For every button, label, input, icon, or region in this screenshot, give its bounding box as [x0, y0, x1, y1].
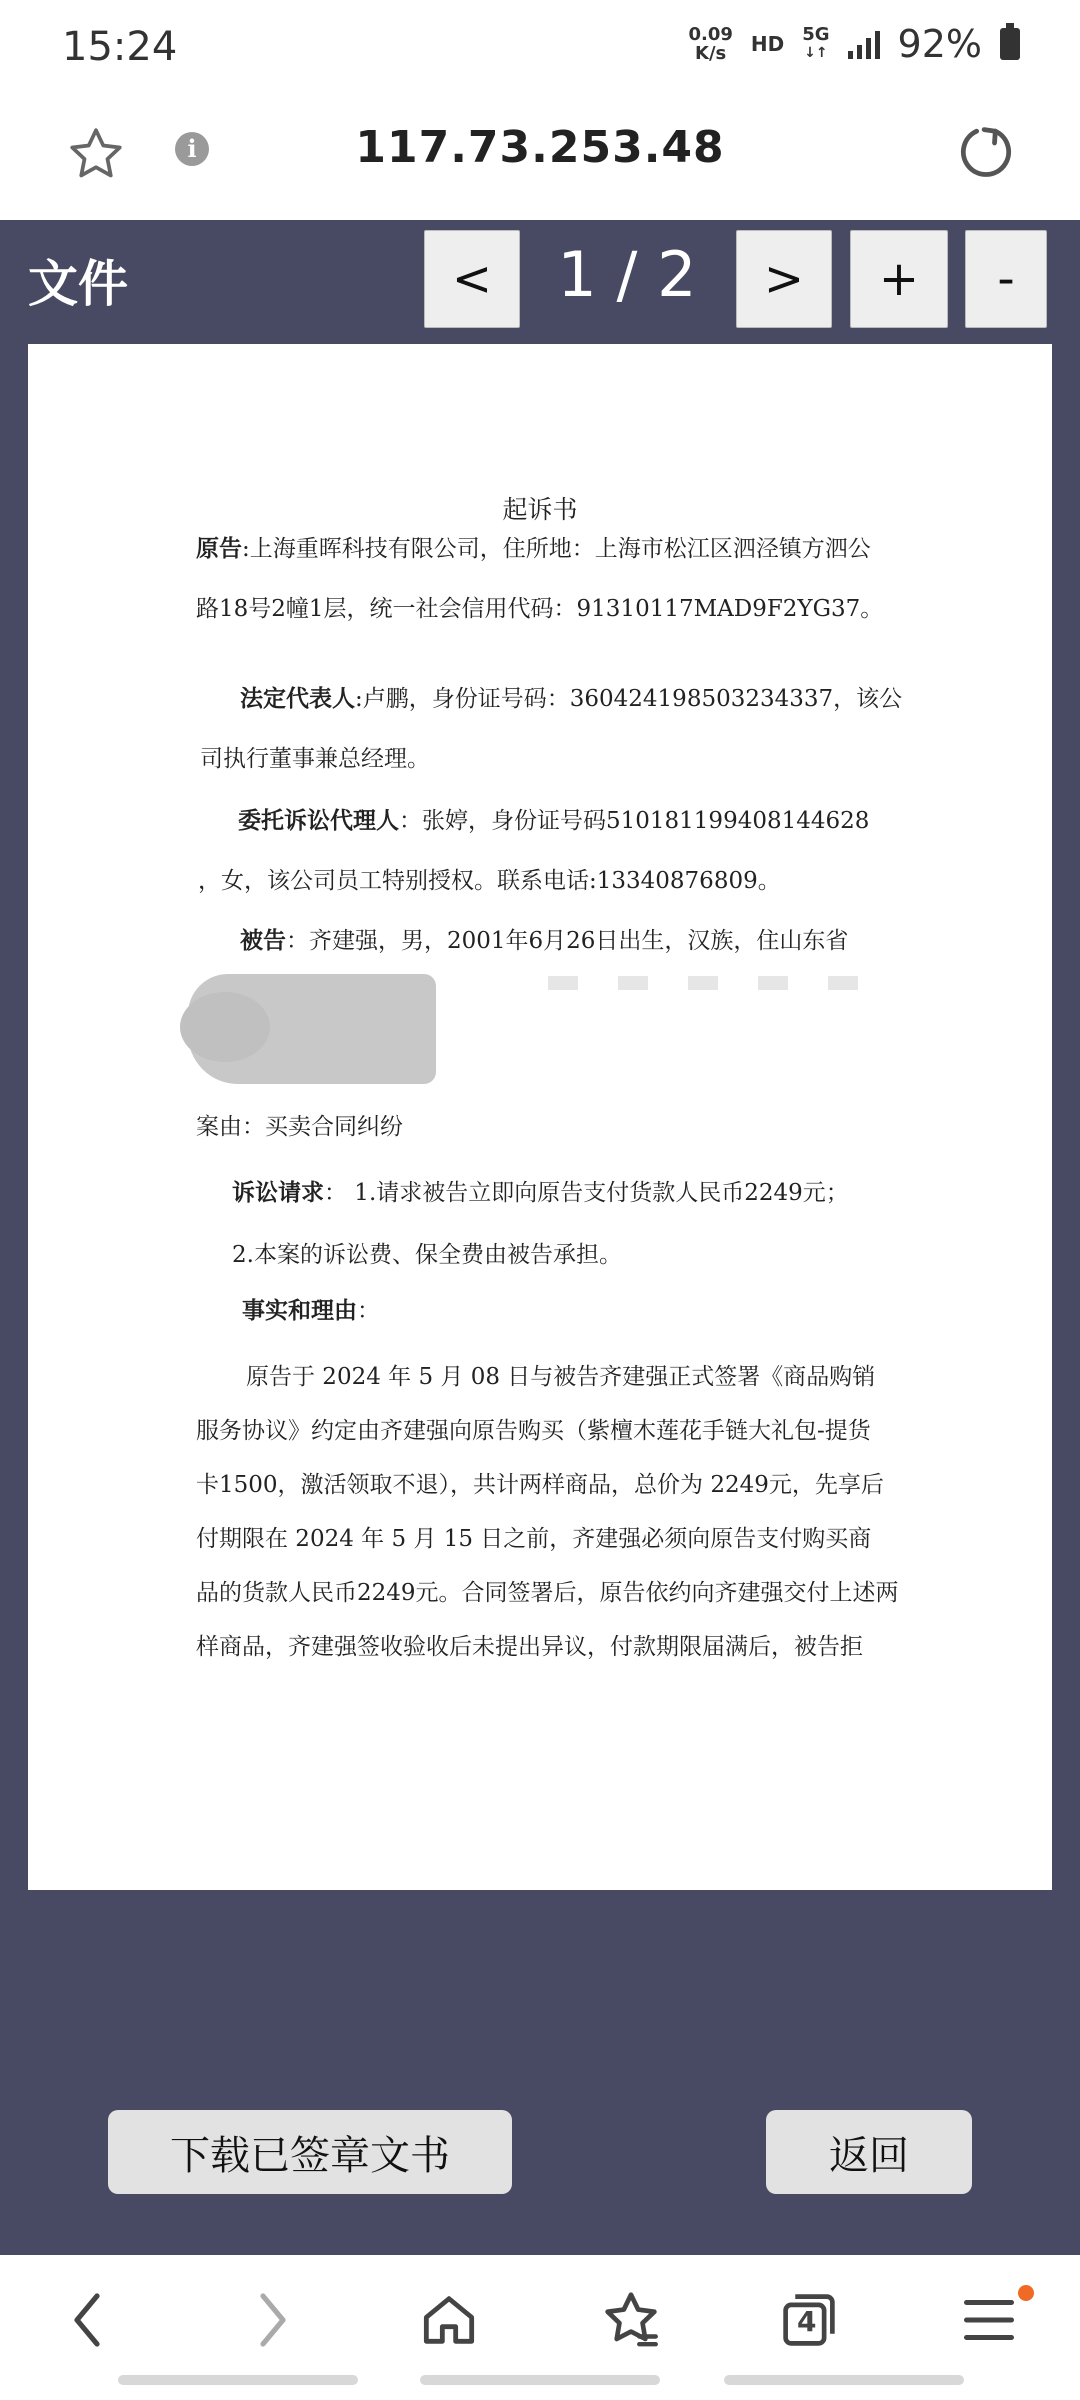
document-title: 起诉书 [502, 495, 578, 524]
battery-percent: 92% [897, 22, 982, 66]
doc-line [196, 1628, 976, 1661]
download-signed-document-button[interactable]: 下载已签章文书 [108, 2110, 512, 2194]
status-time: 15:24 [62, 24, 178, 70]
doc-line-text: :卢鹏，身份证号码：360424198503234337，该公 [355, 686, 903, 712]
doc-line-text: 服务协议》约定由齐建强向原告购买（紫檀木莲花手链大礼包-提货 [196, 1418, 871, 1444]
back-button[interactable]: 返回 [766, 2110, 972, 2194]
redaction-mark [188, 974, 436, 1084]
zoom-in-button[interactable]: + [850, 230, 948, 328]
doc-line-text: 品的货款人民币2249元。合同签署后，原告依约向齐建强交付上述两 [196, 1580, 899, 1606]
next-page-button[interactable]: > [736, 230, 832, 328]
doc-line-text: 司执行董事兼总经理。 [200, 746, 430, 772]
doc-line-label: 事实和理由 [242, 1298, 357, 1324]
favorites-icon[interactable] [586, 2275, 676, 2365]
doc-line [196, 1412, 976, 1445]
doc-line-text: 付期限在 2024 年 5 月 15 日之前，齐建强必须向原告支付购买商 [196, 1526, 872, 1552]
home-icon[interactable] [404, 2275, 494, 2365]
doc-line-text: :上海重晖科技有限公司，住所地：上海市松江区泗泾镇方泗公 [242, 536, 871, 562]
doc-line [232, 1236, 1012, 1269]
doc-line [242, 1292, 1022, 1325]
document-page[interactable] [28, 344, 1052, 1890]
doc-line-text: 样商品，齐建强签收验收后未提出异议，付款期限届满后，被告拒 [196, 1634, 863, 1660]
doc-line-label: 原告 [196, 536, 242, 562]
doc-line [198, 862, 978, 895]
battery-icon [1000, 28, 1020, 60]
back-arrow-icon[interactable] [42, 2275, 132, 2365]
forward-arrow-icon[interactable] [228, 2275, 318, 2365]
net-speed-value: 0.09 [688, 24, 733, 45]
tabs-count: 4 [797, 2305, 817, 2338]
data-arrows-icon: ↓↑ [804, 45, 828, 61]
doc-line-text: 路18号2幢1层，统一社会信用代码：91310117MAD9F2YG37。 [196, 596, 884, 622]
notification-dot [1018, 2285, 1034, 2301]
doc-line [200, 740, 980, 773]
page-indicator: 1 / 2 [557, 238, 697, 311]
browser-navbar [0, 2255, 1080, 2400]
doc-line-label: 诉讼请求 [232, 1180, 324, 1206]
doc-line-text: 案由：买卖合同纠纷 [196, 1114, 403, 1140]
doc-line-text: ： [357, 1298, 380, 1324]
tabs-icon[interactable] [764, 2275, 854, 2365]
signal-icon [848, 29, 880, 59]
reload-icon[interactable] [954, 120, 1018, 188]
doc-line [196, 1108, 976, 1141]
network-type [802, 26, 829, 62]
doc-line [240, 922, 1020, 955]
prev-page-button[interactable]: < [424, 230, 520, 328]
doc-line-label: 被告 [240, 928, 286, 954]
doc-line-text: ：张婷，身份证号码510181199408144628 [399, 808, 870, 834]
doc-line [196, 1574, 976, 1607]
doc-line-text: ，女，该公司员工特别授权。联系电话:13340876809。 [198, 868, 781, 894]
doc-line-label: 委托诉讼代理人 [238, 808, 399, 834]
doc-line-text: 2.本案的诉讼费、保全费由被告承担。 [232, 1242, 622, 1268]
doc-line-label: 法定代表人 [240, 686, 355, 712]
gesture-bar [118, 2375, 358, 2385]
status-bar [0, 0, 1080, 100]
doc-line [246, 1358, 1026, 1391]
doc-line [240, 680, 1020, 713]
viewer-title: 文件 [28, 255, 128, 313]
document-viewer [0, 220, 1080, 2255]
doc-line [196, 1466, 976, 1499]
net-speed [688, 25, 732, 63]
doc-line-text: 卡1500，激活领取不退），共计两样商品，总价为 2249元，先享后 [196, 1472, 884, 1498]
address-bar [0, 100, 1080, 220]
network-label: 5G [802, 24, 830, 45]
doc-line [238, 802, 1018, 835]
gesture-bar [724, 2375, 964, 2385]
url-display[interactable]: 117.73.253.48 [355, 122, 725, 173]
faint-text-remnant [548, 976, 878, 990]
doc-line-text: ：齐建强，男，2001年6月26日出生，汉族，住山东省 [286, 928, 849, 954]
doc-line-text: 原告于 2024 年 5 月 08 日与被告齐建强正式签署《商品购销 [246, 1364, 876, 1390]
zoom-out-button[interactable]: - [965, 230, 1047, 328]
hd-badge: HD [750, 32, 785, 56]
status-icons [688, 22, 1020, 66]
doc-line [232, 1174, 1012, 1207]
doc-line [196, 1520, 976, 1553]
gesture-bar [420, 2375, 660, 2385]
info-icon[interactable]: i [175, 132, 209, 166]
doc-line [196, 530, 976, 563]
doc-line-text: ： 1.请求被告立即向原告支付货款人民币2249元； [324, 1180, 849, 1206]
net-speed-unit: K/s [695, 43, 727, 64]
doc-line [196, 590, 976, 623]
